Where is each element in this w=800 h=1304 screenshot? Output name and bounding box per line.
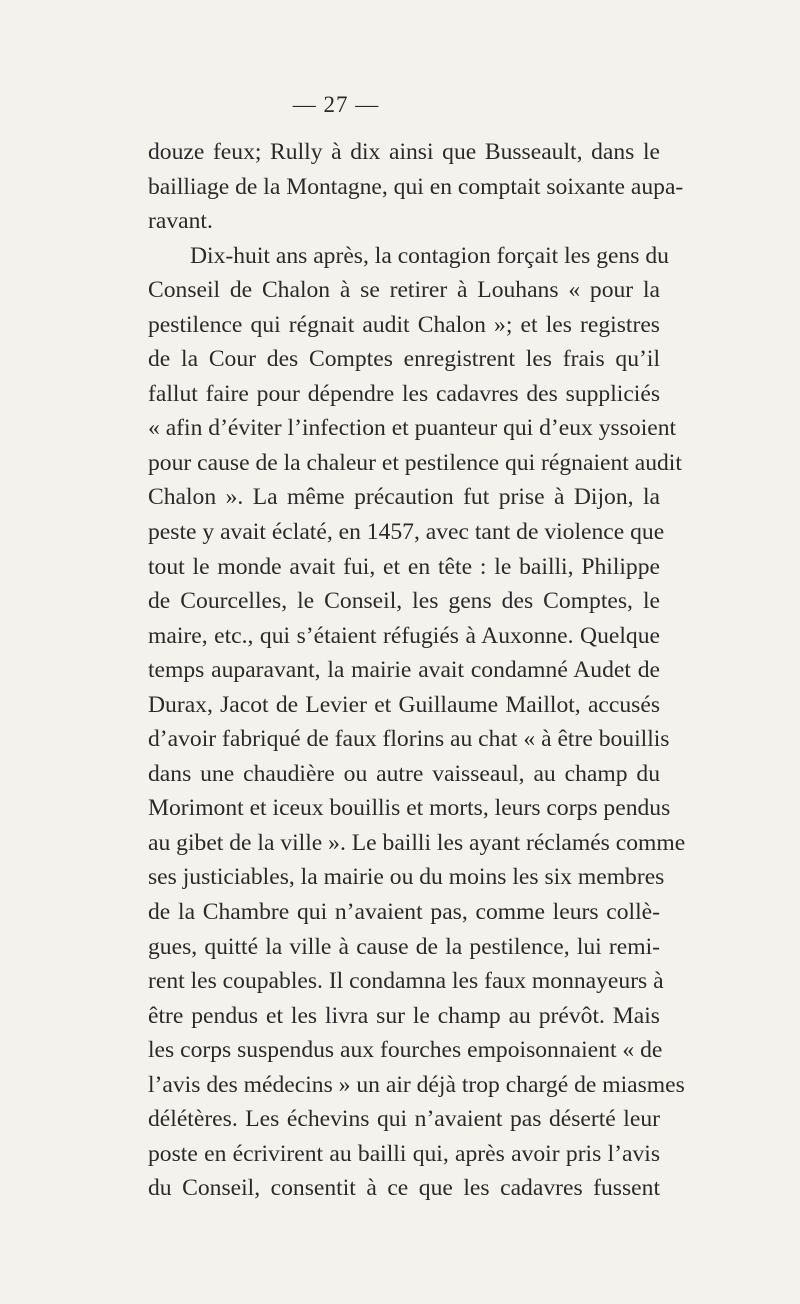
text-line: gues, quitté la ville à cause de la pestilence, lui remi- bbox=[148, 933, 660, 960]
text-line: rent les coupables. Il condamna les faux monnayeurs à bbox=[148, 968, 664, 995]
body-text bbox=[148, 135, 686, 1206]
text-line: de la Cour des Comptes enregistrent les frais qu’il bbox=[148, 346, 660, 373]
text-line: pour cause de la chaleur et pestilence qui régnaient audit bbox=[148, 449, 682, 476]
text-line: ravant. bbox=[148, 208, 213, 235]
text-line: délétères. Les échevins qui n’avaient pas déserté leur bbox=[148, 1106, 660, 1133]
text-line: de Courcelles, le Conseil, les gens des Comptes, le bbox=[148, 588, 660, 615]
text-line: tout le monde avait fui, et en tête : le bailli, Philippe bbox=[148, 553, 660, 580]
text-line: Conseil de Chalon à se retirer à Louhans « pour la bbox=[148, 277, 660, 304]
text-line: Chalon ». La même précaution fut prise à Dijon, la bbox=[148, 484, 660, 511]
text-line: au gibet de la ville ». Le bailli les ayant réclamés comme bbox=[148, 829, 686, 856]
text-line: poste en écrivirent au bailli qui, après avoir pris l’avis bbox=[148, 1140, 660, 1167]
text-line: « afin d’éviter l’infection et puanteur qui d’eux yssoient bbox=[148, 415, 677, 442]
text-line: ses justiciables, la mairie ou du moins les six membres bbox=[148, 864, 665, 891]
text-line: bailliage de la Montagne, qui en comptait soixante aupa- bbox=[148, 173, 684, 200]
paragraph-start-line: Dix-huit ans après, la contagion forçait les gens du bbox=[190, 242, 669, 269]
text-line: peste y avait éclaté, en 1457, avec tant de violence que bbox=[148, 519, 665, 546]
text-line: être pendus et les livra sur le champ au prévôt. Mais bbox=[148, 1002, 660, 1029]
text-line: l’avis des médecins » un air déjà trop chargé de miasmes bbox=[148, 1071, 685, 1098]
text-line: Morimont et iceux bouillis et morts, leurs corps pendus bbox=[148, 795, 671, 822]
text-line: du Conseil, consentit à ce que les cadavres fussent bbox=[148, 1175, 660, 1202]
text-line: les corps suspendus aux fourches empoisonnaient « de bbox=[148, 1037, 663, 1064]
text-line: douze feux; Rully à dix ainsi que Busseault, dans le bbox=[148, 139, 660, 165]
text-line: Durax, Jacot de Levier et Guillaume Maillot, accusés bbox=[148, 691, 660, 718]
page-number: — 27 — bbox=[292, 92, 380, 117]
text-line: d’avoir fabriqué de faux florins au chat « à être bouillis bbox=[148, 726, 670, 753]
text-line: dans une chaudière ou autre vaisseaul, au champ du bbox=[148, 760, 660, 787]
text-line: fallut faire pour dépendre les cadavres des suppliciés bbox=[148, 380, 660, 407]
text-line: pestilence qui régnait audit Chalon »; et les registres bbox=[148, 311, 660, 338]
text-line: temps auparavant, la mairie avait condamné Audet de bbox=[148, 657, 660, 684]
text-line: maire, etc., qui s’étaient réfugiés à Auxonne. Quelque bbox=[148, 622, 660, 649]
text-line: de la Chambre qui n’avaient pas, comme leurs collè- bbox=[148, 899, 660, 926]
